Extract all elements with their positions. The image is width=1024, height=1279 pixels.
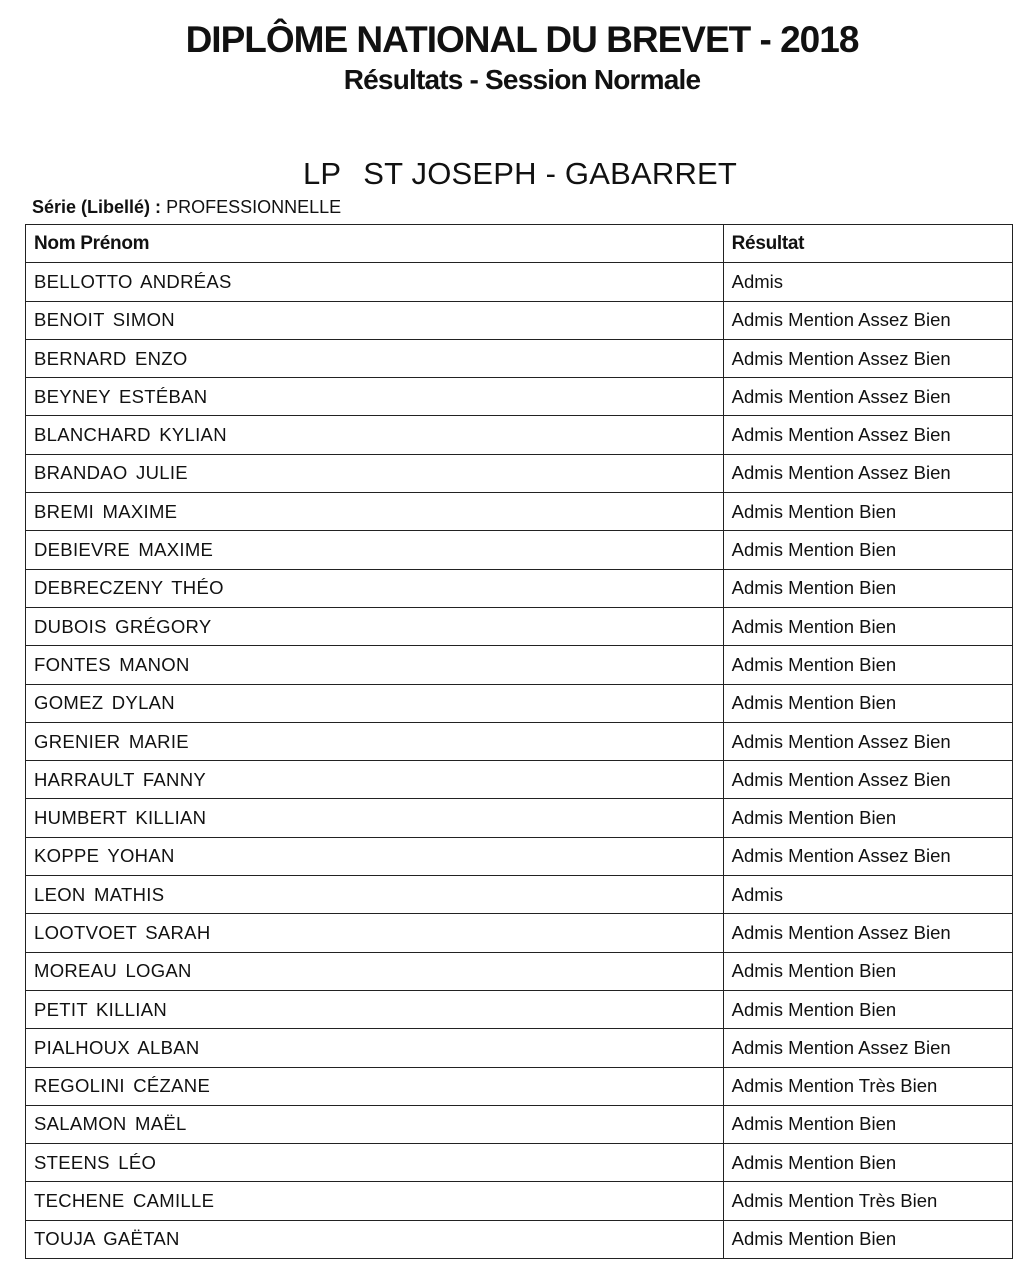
table-row <box>26 301 1013 339</box>
table-row <box>26 1220 1013 1258</box>
student-result: Admis Mention Assez Bien <box>723 378 1012 416</box>
student-result: Admis Mention Bien <box>723 531 1012 569</box>
table-row <box>26 837 1013 875</box>
document-subtitle: Résultats - Session Normale <box>343 64 701 95</box>
school-name: ST JOSEPH - GABARRET <box>363 156 738 191</box>
student-name: PETIT KILLIAN <box>26 990 724 1028</box>
table-row <box>26 1105 1013 1143</box>
serie-line <box>32 196 341 218</box>
table-row <box>26 990 1013 1028</box>
table-row <box>26 914 1013 952</box>
student-result: Admis Mention Très Bien <box>723 1067 1012 1105</box>
student-result: Admis Mention Bien <box>723 569 1012 607</box>
table-row <box>26 1029 1013 1067</box>
student-result: Admis Mention Bien <box>723 1144 1012 1182</box>
student-result: Admis Mention Très Bien <box>723 1182 1012 1220</box>
table-row <box>26 1182 1013 1220</box>
student-result: Admis <box>723 876 1012 914</box>
table-row <box>26 646 1013 684</box>
student-result: Admis Mention Bien <box>723 1220 1012 1258</box>
student-result: Admis Mention Assez Bien <box>723 454 1012 492</box>
results-table <box>25 224 1013 1259</box>
table-row <box>26 1144 1013 1182</box>
table-row <box>26 454 1013 492</box>
document-title: DIPLÔME NATIONAL DU BREVET - 2018 <box>185 19 859 60</box>
student-name: LOOTVOET SARAH <box>26 914 724 952</box>
student-name: DUBOIS GRÉGORY <box>26 607 724 645</box>
student-name: DEBIEVRE MAXIME <box>26 531 724 569</box>
table-row <box>26 569 1013 607</box>
student-name: STEENS LÉO <box>26 1144 724 1182</box>
table-row <box>26 339 1013 377</box>
student-name: FONTES MANON <box>26 646 724 684</box>
student-result: Admis Mention Bien <box>723 799 1012 837</box>
student-name: GOMEZ DYLAN <box>26 684 724 722</box>
table-row <box>26 1067 1013 1105</box>
student-result: Admis Mention Bien <box>723 952 1012 990</box>
school-heading <box>0 155 1024 193</box>
student-result: Admis Mention Bien <box>723 990 1012 1028</box>
student-result: Admis Mention Assez Bien <box>723 914 1012 952</box>
student-name: BLANCHARD KYLIAN <box>26 416 724 454</box>
table-row <box>26 952 1013 990</box>
serie-value: PROFESSIONNELLE <box>166 197 342 217</box>
student-name: TECHENE CAMILLE <box>26 1182 724 1220</box>
student-name: BREMI MAXIME <box>26 493 724 531</box>
table-row <box>26 263 1013 301</box>
student-name: SALAMON MAËL <box>26 1105 724 1143</box>
table-row <box>26 761 1013 799</box>
table-row <box>26 876 1013 914</box>
student-result: Admis <box>723 263 1012 301</box>
student-result: Admis Mention Bien <box>723 1105 1012 1143</box>
student-name: PIALHOUX ALBAN <box>26 1029 724 1067</box>
student-result: Admis Mention Bien <box>723 607 1012 645</box>
student-name: BRANDAO JULIE <box>26 454 724 492</box>
table-row <box>26 607 1013 645</box>
table-row <box>26 416 1013 454</box>
student-result: Admis Mention Assez Bien <box>723 761 1012 799</box>
student-result: Admis Mention Assez Bien <box>723 837 1012 875</box>
table-row <box>26 722 1013 760</box>
student-name: LEON MATHIS <box>26 876 724 914</box>
table-row <box>26 531 1013 569</box>
table-row <box>26 799 1013 837</box>
school-type: LP <box>302 156 342 191</box>
student-name: BEYNEY ESTÉBAN <box>26 378 724 416</box>
table-row <box>26 493 1013 531</box>
table-row <box>26 684 1013 722</box>
student-result: Admis Mention Assez Bien <box>723 301 1012 339</box>
student-name: TOUJA GAËTAN <box>26 1220 724 1258</box>
student-name: KOPPE YOHAN <box>26 837 724 875</box>
table-row <box>26 378 1013 416</box>
student-name: REGOLINI CÉZANE <box>26 1067 724 1105</box>
student-result: Admis Mention Assez Bien <box>723 416 1012 454</box>
student-result: Admis Mention Assez Bien <box>723 1029 1012 1067</box>
student-name: MOREAU LOGAN <box>26 952 724 990</box>
serie-label: Série (Libellé) : <box>32 197 162 217</box>
column-header-name: Nom Prénom <box>26 225 724 263</box>
student-result: Admis Mention Bien <box>723 684 1012 722</box>
student-result: Admis Mention Bien <box>723 646 1012 684</box>
results-body <box>26 263 1013 1259</box>
student-name: HARRAULT FANNY <box>26 761 724 799</box>
student-name: BENOIT SIMON <box>26 301 724 339</box>
student-name: DEBRECZENY THÉO <box>26 569 724 607</box>
student-result: Admis Mention Assez Bien <box>723 339 1012 377</box>
student-result: Admis Mention Assez Bien <box>723 722 1012 760</box>
student-name: BERNARD ENZO <box>26 339 724 377</box>
student-name: BELLOTTO ANDRÉAS <box>26 263 724 301</box>
column-header-result: Résultat <box>723 225 1012 263</box>
student-result: Admis Mention Bien <box>723 493 1012 531</box>
table-header-row <box>26 225 1013 263</box>
student-name: GRENIER MARIE <box>26 722 724 760</box>
student-name: HUMBERT KILLIAN <box>26 799 724 837</box>
